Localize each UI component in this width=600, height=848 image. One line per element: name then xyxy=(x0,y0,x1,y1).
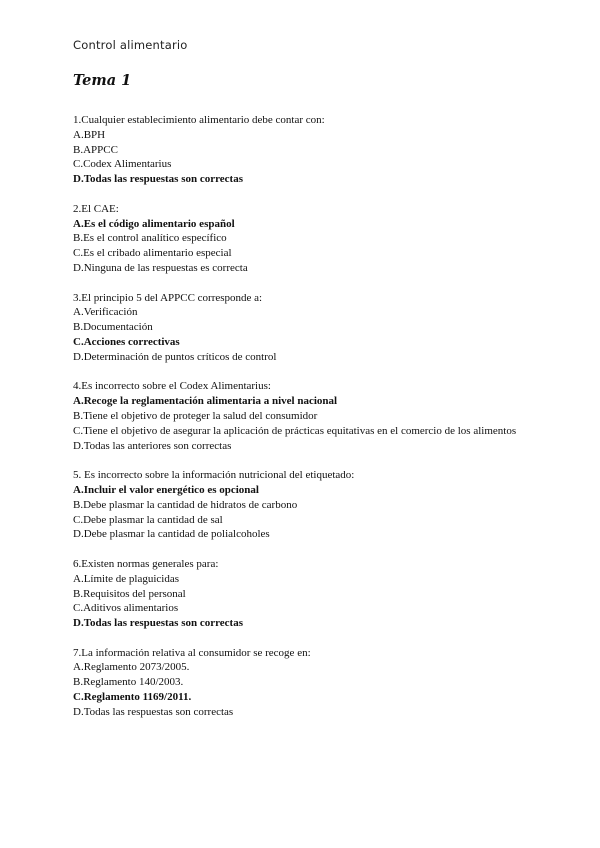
answer-option-c: C.Codex Alimentarius xyxy=(73,158,172,171)
answer-option-a: A.BPH xyxy=(73,128,106,141)
answer-option-b: B.Debe plasmar la cantidad de hidratos de carbono xyxy=(73,498,298,511)
question-6 xyxy=(73,557,583,631)
answer-option-a-correct: A.Incluir el valor energético es opcional xyxy=(73,483,259,496)
answer-option-c-correct: C.Reglamento 1169/2011. xyxy=(73,691,192,704)
answer-option-a-correct: A.Es el código alimentario español xyxy=(73,217,235,230)
question-stem: 3.El principio 5 del APPCC corresponde a: xyxy=(73,291,263,304)
answer-option-c: C.Debe plasmar la cantidad de sal xyxy=(73,513,223,526)
question-stem: 6.Existen normas generales para: xyxy=(73,557,219,570)
document-title: Tema 1 xyxy=(73,72,132,89)
answer-option-b: B.Requisitos del personal xyxy=(73,587,186,600)
question-stem: 5. Es incorrecto sobre la información nutricional del etiquetado: xyxy=(73,469,355,482)
answer-option-c: C.Es el cribado alimentario especial xyxy=(73,247,232,260)
question-7 xyxy=(73,646,583,720)
answer-option-b: B.Documentación xyxy=(73,321,153,334)
answer-option-d-correct: D.Todas las respuestas son correctas xyxy=(73,173,244,186)
question-5 xyxy=(73,468,583,542)
question-2 xyxy=(73,202,583,276)
answer-option-a-correct: A.Recoge la reglamentación alimentaria a nivel nacional xyxy=(73,395,338,408)
answer-option-d: D.Debe plasmar la cantidad de polialcoholes xyxy=(73,528,270,541)
question-stem: 1.Cualquier establecimiento alimentario debe contar con: xyxy=(73,114,325,126)
answer-option-d: D.Determinación de puntos críticos de control xyxy=(73,350,277,363)
answer-option-a: A.Límite de plaguicidas xyxy=(73,572,179,585)
answer-option-b: B.Tiene el objetivo de proteger la salud del consumidor xyxy=(73,409,318,422)
answer-option-c-correct: C.Acciones correctivas xyxy=(73,335,180,348)
answer-option-d: D.Todas las respuestas son correctas xyxy=(73,705,234,718)
answer-option-c: C.Tiene el objetivo de asegurar la aplicación de prácticas equitativas en el comercio de los alimentos xyxy=(73,424,517,437)
answer-option-d: D.Ninguna de las respuestas es correcta xyxy=(73,261,248,274)
question-4 xyxy=(73,379,583,453)
answer-option-a: A.Reglamento 2073/2005. xyxy=(73,661,190,674)
answer-option-a: A.Verificación xyxy=(73,306,138,319)
document-header: Control alimentario xyxy=(73,38,188,52)
question-1 xyxy=(73,113,583,187)
answer-option-c: C.Aditivos alimentarios xyxy=(73,602,179,615)
question-stem: 7.La información relativa al consumidor se recoge en: xyxy=(73,646,311,659)
answer-option-d-correct: D.Todas las respuestas son correctas xyxy=(73,617,244,630)
answer-option-b: B.Es el control analítico específico xyxy=(73,232,227,245)
question-stem: 4.Es incorrecto sobre el Codex Alimentarius: xyxy=(73,380,271,393)
answer-option-b: B.APPCC xyxy=(73,143,118,156)
question-stem: 2.El CAE: xyxy=(73,202,119,215)
question-3 xyxy=(73,291,583,365)
answer-option-b: B.Reglamento 140/2003. xyxy=(73,676,184,689)
answer-option-d: D.Todas las anteriores son correctas xyxy=(73,439,232,452)
question-list xyxy=(73,113,583,734)
